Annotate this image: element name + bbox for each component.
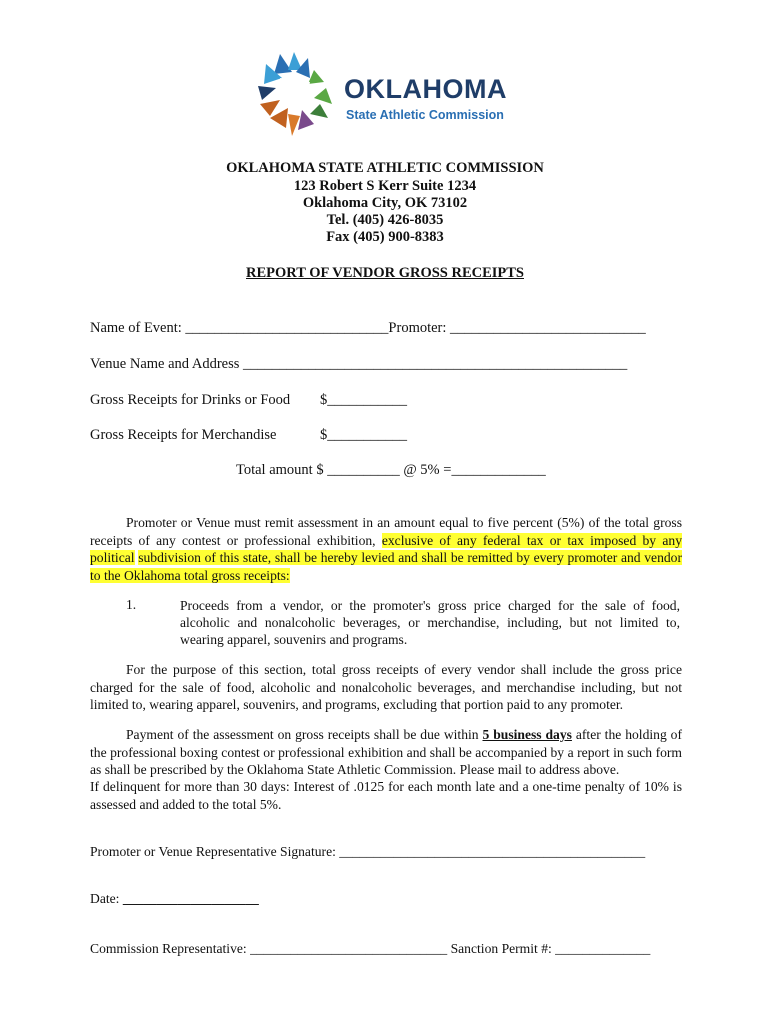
gross-receipts-paragraph: For the purpose of this section, total gross receipts of every vendor shall include the gross price charged for the sale of food, alcoholic and nonalcoholic beverages, and merchandise including, but not limited to, wearing apparel, souvenirs, and programs, excluding that portion paid to any promoter. bbox=[90, 662, 682, 713]
venue-field[interactable]: Venue Name and Address _____________________________________________________ bbox=[90, 356, 628, 372]
address-line-1: 123 Robert S Kerr Suite 1234 bbox=[293, 178, 477, 194]
report-title bbox=[0, 265, 770, 282]
report-title-text: REPORT OF VENDOR GROSS RECEIPTS bbox=[246, 265, 524, 281]
total-amount-field[interactable]: Total amount $ __________ @ 5% =_____________ bbox=[236, 462, 546, 478]
delinquent-paragraph: If delinquent for more than 30 days: Interest of .0125 for each month late and a one-time penalty of 10% is assessed and added to the total 5%. bbox=[90, 779, 682, 812]
logo-wordmark: OKLAHOMA bbox=[344, 74, 507, 104]
item-text: Proceeds from a vendor, or the promoter's gross price charged for the sale of food, alcoholic and nonalcoholic beverages, or merchandise, including, but not limited to, wearing apparel, souvenirs and programs. bbox=[180, 598, 680, 647]
telephone: Tel. (405) 426-8035 bbox=[326, 212, 444, 228]
fax: Fax (405) 900-8383 bbox=[326, 229, 444, 245]
date-label: Date: bbox=[90, 891, 123, 906]
payment-text-a: Payment of the assessment on gross receipts shall be due within bbox=[126, 727, 483, 742]
highlight-federal-tax: exclusive of any federal tax or tax imposed by any political bbox=[90, 532, 682, 566]
drinks-food-label: Gross Receipts for Drinks or Food bbox=[90, 392, 291, 408]
org-name: OKLAHOMA STATE ATHLETIC COMMISSION bbox=[226, 160, 544, 176]
star-logo-icon bbox=[252, 52, 342, 142]
date-line[interactable]: ____________________ bbox=[122, 891, 259, 906]
drinks-food-field[interactable]: $___________ bbox=[320, 392, 407, 408]
merchandise-label: Gross Receipts for Merchandise bbox=[90, 427, 277, 443]
assessment-paragraph bbox=[90, 514, 682, 584]
merchandise-field[interactable]: $___________ bbox=[320, 427, 407, 443]
event-promoter-field[interactable]: Name of Event: ____________________________Promoter: ___________________________ bbox=[90, 320, 646, 336]
date-field[interactable] bbox=[90, 891, 259, 907]
item-number: 1. bbox=[126, 597, 137, 612]
address-line-2: Oklahoma City, OK 73102 bbox=[302, 195, 468, 211]
signature-field[interactable]: Promoter or Venue Representative Signature: _____________________________________________ bbox=[90, 844, 646, 859]
commission-representative-field[interactable]: Commission Representative: _____________________________ Sanction Permit #: ______________ bbox=[90, 941, 651, 956]
business-days-emphasis: 5 business days bbox=[482, 727, 572, 742]
oklahoma-logo bbox=[252, 52, 522, 142]
logo-subtitle: State Athletic Commission bbox=[346, 108, 504, 122]
payment-paragraph bbox=[90, 726, 682, 779]
assessment-text: Promoter or Venue must remit assessment in an amount equal to five percent (5%) of the total gross receipts of any contest or professional exhibition, bbox=[90, 515, 682, 548]
highlight-subdivision: subdivision of this state, shall be hereby levied and shall be remitted by every promoter and vendor to the Oklahoma total gross receipts: bbox=[90, 550, 682, 583]
payment-text-c: after the holding of the professional boxing contest or professional exhibition and shall be accompanied by a report in such form as shall be prescribed by the Oklahoma State Athletic Commission. Please mail to address above. bbox=[90, 727, 682, 778]
